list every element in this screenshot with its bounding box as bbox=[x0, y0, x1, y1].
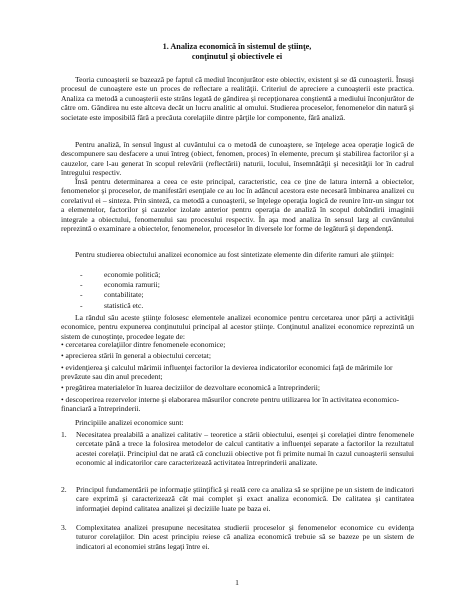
bullet-item: • pregătirea materialelor în luarea deciziilor de dezvoltare economică a întreprinderii; bbox=[61, 383, 321, 392]
bullet-item: • cercetarea corelaţiilor dintre fenomenele economice; bbox=[61, 340, 226, 349]
bullet-item: • evidenţierea şi calculul mărimii influenţei factorilor la devierea indicatorilor economici faţă de mărimile lor prevăzute sau din anul precedent; bbox=[61, 363, 393, 382]
paragraph-principles: Principiile analizei economice sunt: bbox=[75, 418, 184, 427]
paragraph-analysis: Pentru analiză, în sensul îngust al cuvântului ca o metodă de cunoaştere, se înţelege acea operaţie logică de descompunere sau desfacere a unui întreg (obiect, fenomen, proces) în elemente, precum şi stabilirea factorilor şi a cauzelor, care l-au generat în scopul relevării (reflectării) naturii, locului, însemnătăţii şi necesităţii lor în cadrul întregului respectiv. bbox=[61, 140, 414, 178]
paragraph-theory: Teoria cunoaşterii se bazează pe faptul că mediul înconjurător este obiectiv, existent şi se dă cunoaşterii. Însuşi procesul de cunoaştere este un proces de reflectare a realităţii. Criteriul de apreciere a cunoaşterii este practica. Analiza ca metodă a cunoaşterii este strâns legată de gândirea şi recepţionarea conştientă a mediului înconjurător de către om. Gândirea nu este altceva decât un lucru analitic al omului. Studierea proceselor, fenomenelor din natură şi societate este imposibilă fără a precăuta corelaţiile dintre părţile lor componente, fără analiză. bbox=[61, 75, 414, 122]
principle-item: 2. Principul fundamentării pe informaţie ştiinţifică şi reală cere ca analiza să se sprijine pe un sistem de indicatori care exprimă şi caracterizează cât mai complet şi exact analiza economică. De calitatea şi cantitatea informaţiei depind calitatea analizei şi deciziile luate pe baza ei. bbox=[61, 485, 414, 513]
list-item: - economia ramurii; bbox=[80, 280, 160, 289]
principle-item: 3. Complexitatea analizei presupune necesitatea studierii proceselor şi fenomenelor economice cu evidenţa tuturor corelaţiilor. Din acest principiu reiese că analiza economică trebuie să se bazeze pe un sistem de indicatori al economiei strâns legaţi între ei. bbox=[61, 523, 414, 551]
principle-item: 1. Necesitatea prealabilă a analizei calitativ – teoretice a stării obiectului, esenţei şi corelaţiei dintre fenomenele cercetate până a trece la folosirea metodelor de calcul cantitativ a influenţei separate a factorilor la rezultatul acestei corelaţii. Principiul dat ne arată că concluzii obiective pot fi primite numai în cazul cunoaşterii sensului economic al indicatorilor care caracterizează activitatea întreprinderii analizate. bbox=[61, 430, 414, 468]
bullet-item: • aprecierea stării în general a obiectului cercetat; bbox=[61, 351, 212, 360]
list-item: - economie politică; bbox=[80, 270, 161, 279]
bullet-item: • descoperirea rezervelor interne şi elaborarea măsurilor concrete pentru utilizarea lor în activitatea economico-financiară a întreprinderii. bbox=[61, 395, 400, 414]
list-item: - statistică etc. bbox=[80, 301, 144, 310]
list-item: - contabilitate; bbox=[80, 290, 144, 299]
paragraph-synthesis: Însă pentru determinarea a ceea ce este principal, caracteristic, cea ce ţine de latura internă a obiectelor, fenomenelor şi proceselor, de manifestări esenţiale ce au loc în adâncul acestora este necesară îmbinarea analizei cu corelativul ei – sinteza. Prin sinteză, ca metodă a cunoaşterii, se înţelege operaţia logică de reunire într-un singur tot a elementelor, factorilor şi cauzelor izolate anterior pentru operaţia de analiză în scopul dobândirii imaginii integrale a obiectului, fenomenului sau procesului respectiv. În aşa mod analiza în sensul larg al cuvântului reprezintă o examinare a obiectelor, fenomenelor, proceselor în diversele lor forme de legătură şi dependenţă. bbox=[61, 177, 414, 234]
paragraph-content: La rândul său aceste ştiinţe folosesc elementele analizei economice pentru cercetarea unor părţi a activităţii economice, pentru expunerea conţinutului principal al acestor ştiinţe. Conţinutul analizei economice reprezintă un sistem de cunoştinţe, procedee legate de: bbox=[61, 313, 414, 341]
page-number: 1 bbox=[235, 578, 239, 587]
document-title: 1. Analiza economică în sistemul de ştiinţe, bbox=[162, 42, 312, 51]
document-subtitle: conţinutul şi obiectivele ei bbox=[191, 52, 283, 61]
paragraph-sciences: Pentru studierea obiectului analizei economice au fost sintetizate elemente din diferite ramuri ale ştiinţei: bbox=[75, 250, 395, 259]
